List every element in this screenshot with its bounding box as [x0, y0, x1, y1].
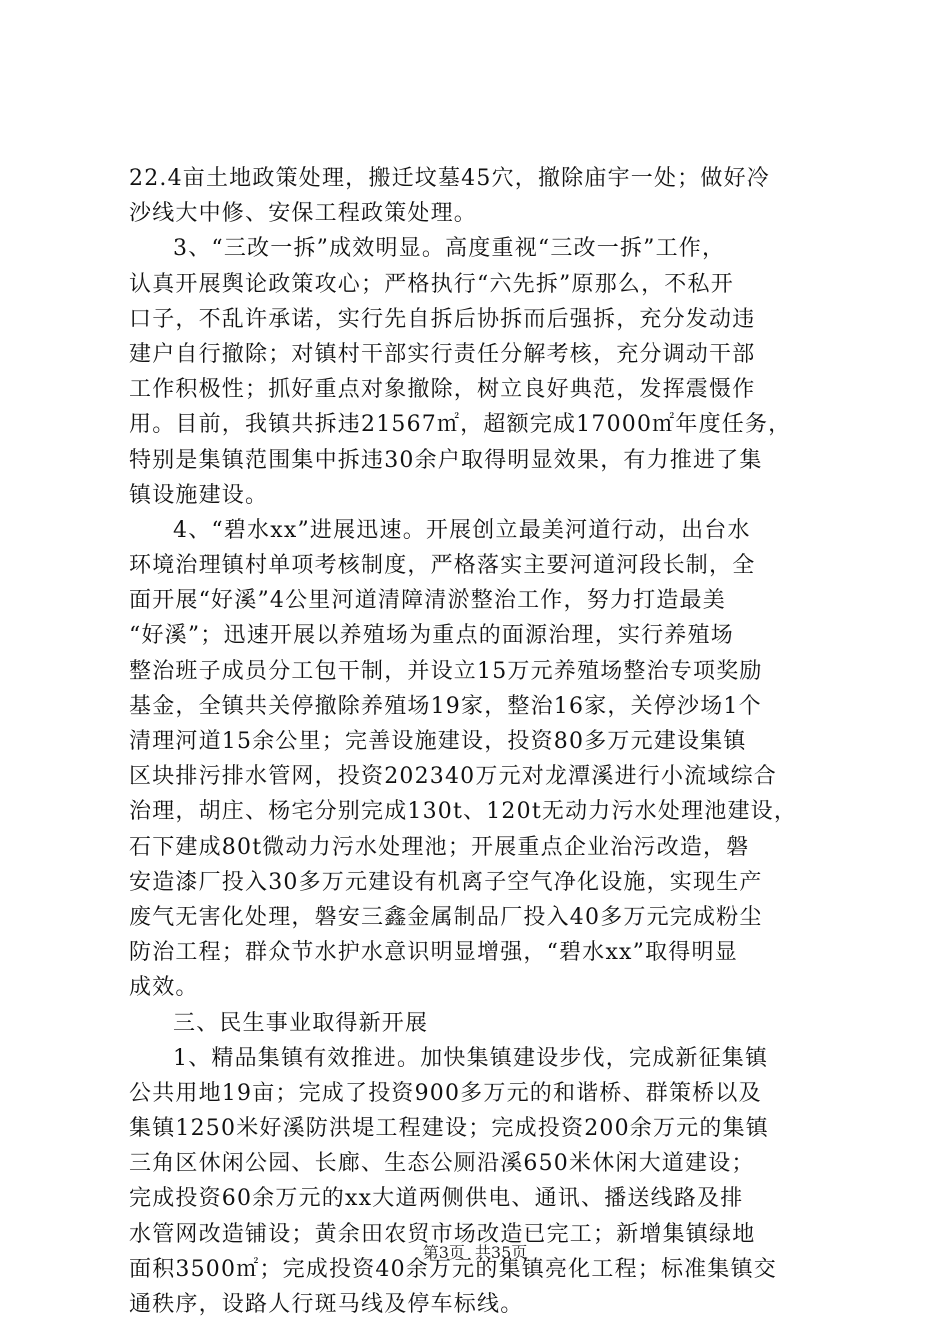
page-number: 第3页	[422, 1243, 465, 1262]
text-line: 口子，不乱许承诺，实行先自拆后协拆而后强拆，充分发动违	[129, 306, 756, 332]
text-line: 沙线大中修、安保工程政策处理。	[129, 201, 478, 227]
text-line: 工作积极性；抓好重点对象撤除，树立良好典范，发挥震慑作	[129, 377, 756, 403]
text-line: 治理，胡庄、杨宅分别完成130t、120t无动力污水处理池建设，	[129, 799, 798, 825]
text-line: 22.4亩土地政策处理，搬迁坟墓45穴，撤除庙宇一处；做好冷	[129, 166, 770, 191]
page-total: 共35页	[474, 1243, 528, 1262]
text-line: 面开展“好溪”4公里河道清障清淤整治工作，努力打造最美	[129, 588, 726, 614]
text-line: 认真开展舆论政策攻心；严格执行“六先拆”原那么，不私开	[129, 271, 734, 297]
text-line: 环境治理镇村单项考核制度，严格落实主要河道河段长制，全	[129, 553, 756, 579]
text-line: 水管网改造铺设；黄余田农贸市场改造已完工；新增集镇绿地	[129, 1221, 756, 1247]
text-line: 镇设施建设。	[129, 482, 269, 508]
text-line: 废气无害化处理，磐安三鑫金属制品厂投入40多万元完成粉尘	[129, 904, 763, 930]
page-footer	[0, 1243, 950, 1263]
text-line: 完成投资60余万元的xx大道两侧供电、通讯、播送线路及排	[129, 1186, 744, 1212]
text-line: 3、“三改一拆”成效明显。高度重视“三改一拆”工作，	[173, 236, 726, 262]
text-line: 区块排污排水管网，投资202340万元对龙潭溪进行小流域综合	[129, 764, 777, 790]
text-line: 用。目前，我镇共拆违21567㎡，超额完成17000㎡年度任务，	[129, 412, 792, 438]
text-line: 清理河道15余公里；完善设施建设，投资80多万元建设集镇	[129, 729, 747, 754]
text-line: 整治班子成员分工包干制，并设立15万元养殖场整治专项奖励	[129, 658, 763, 684]
text-line: 集镇1250米好溪防洪堤工程建设；完成投资200余万元的集镇	[129, 1116, 769, 1142]
text-line: 石下建成80t微动力污水处理池；开展重点企业治污改造，磐	[129, 834, 750, 860]
text-line: 面积3500㎡；完成投资40余万元的集镇亮化工程；标准集镇交	[129, 1256, 777, 1282]
text-line: 基金，全镇共关停撤除养殖场19家，整治16家，关停沙场1个	[129, 693, 762, 719]
document-body	[129, 161, 841, 1322]
text-line: 1、精品集镇有效推进。加快集镇建设步伐，完成新征集镇	[173, 1045, 769, 1071]
text-line: 通秩序，设路人行斑马线及停车标线。	[129, 1292, 524, 1317]
text-line: 特别是集镇范围集中拆违30余户取得明显效果，有力推进了集	[129, 447, 763, 473]
section-heading: 三、民生事业取得新开展	[173, 1010, 429, 1036]
text-line: 三角区休闲公园、长廊、生态公厕沿溪650米休闲大道建设；	[129, 1151, 755, 1177]
text-line: 建户自行撤除；对镇村干部实行责任分解考核，充分调动干部	[129, 341, 756, 367]
text-line: 4、“碧水xx”进展迅速。开展创立最美河道行动，出台水	[173, 517, 751, 543]
text-line: “好溪”；迅速开展以养殖场为重点的面源治理，实行养殖场	[129, 623, 734, 649]
text-line: 安造漆厂投入30多万元建设有机离子空气净化设施，实现生产	[129, 869, 763, 895]
text-line: 成效。	[129, 975, 199, 1001]
text-line: 防治工程；群众节水护水意识明显增强，“碧水xx”取得明显	[129, 940, 738, 966]
text-line: 公共用地19亩；完成了投资900多万元的和谐桥、群策桥以及	[129, 1080, 762, 1106]
